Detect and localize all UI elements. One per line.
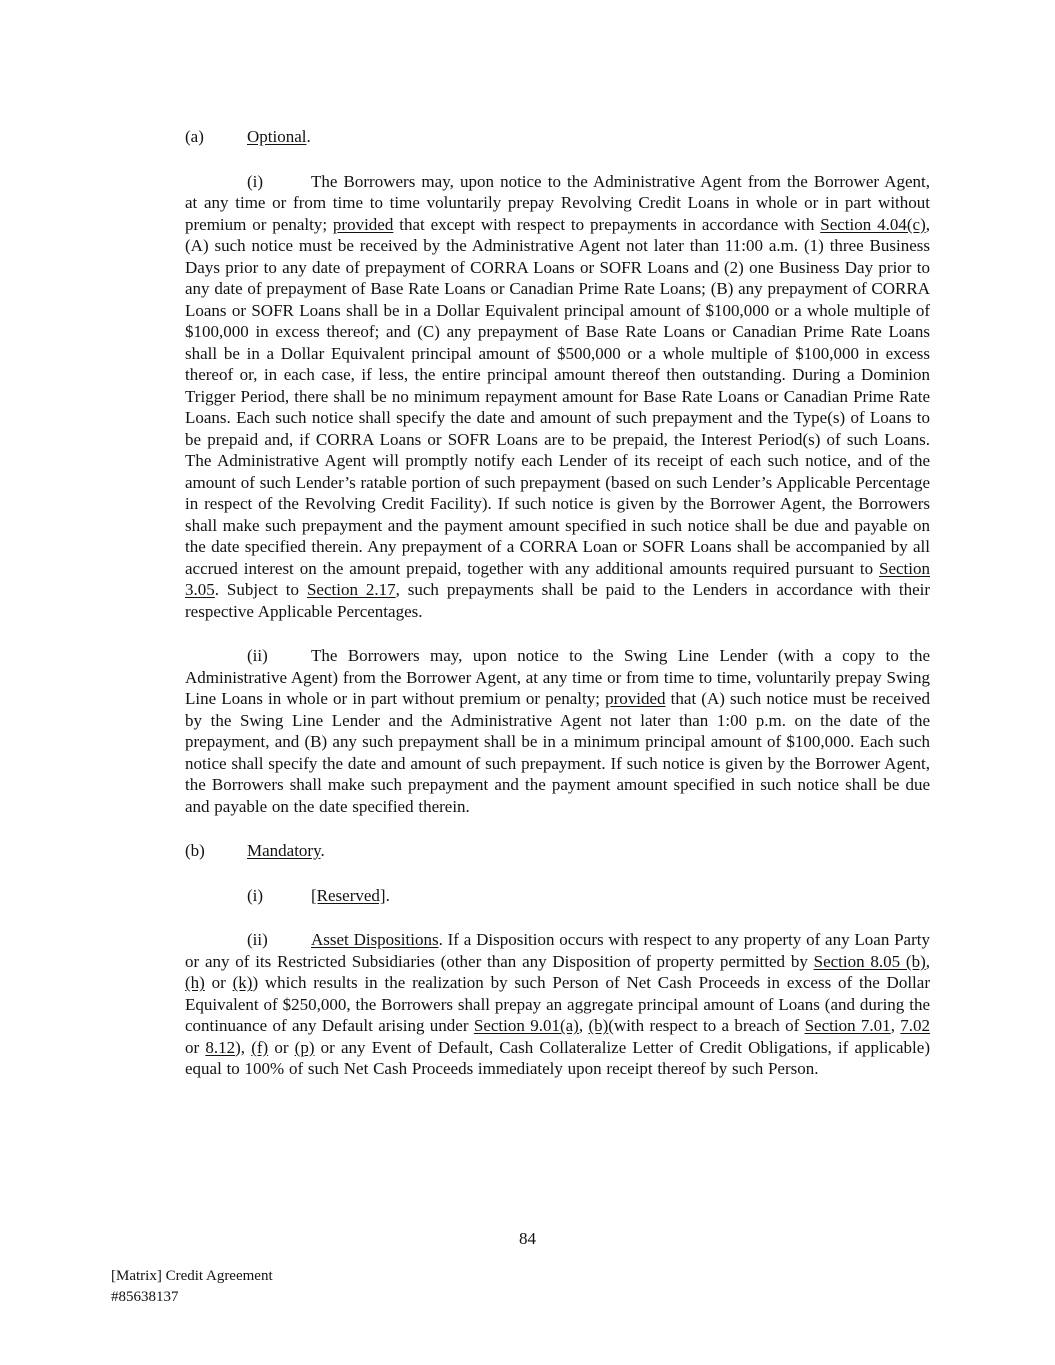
underlined-reference: (k) bbox=[232, 973, 253, 992]
underlined-reference: [Reserved] bbox=[311, 885, 386, 905]
paragraph-label: (ii) bbox=[247, 930, 268, 949]
paragraph-text: , bbox=[578, 1016, 589, 1035]
paragraph-text: ), bbox=[235, 1037, 252, 1057]
paragraph-text: , bbox=[890, 1016, 901, 1035]
clause-paragraph bbox=[185, 126, 930, 148]
underlined-reference: Optional bbox=[247, 127, 307, 146]
paragraph-text: (with respect to a breach of bbox=[608, 1016, 805, 1035]
paragraph-text: . bbox=[385, 885, 390, 905]
footer-document-id: #85638137 bbox=[111, 1289, 179, 1305]
underlined-reference: Mandatory bbox=[247, 841, 321, 860]
paragraph-text: ) which results in the realization by such Person of Net Cash Proceeds in excess of the Dollar Equivalent of $250,000, the Borrowers shall prepay an aggregate principal amount of Loans (and during the continuance of any Default arising under bbox=[185, 973, 930, 1035]
paragraph-text: . bbox=[306, 127, 311, 146]
underlined-reference: Section 8.05 (b) bbox=[813, 951, 926, 971]
underlined-reference: Section 7.01 bbox=[804, 1016, 891, 1035]
paragraph-text: or any Event of Default, Cash Collateralize Letter of Credit Obligations, if applicable) equal to 100% of such Net Cash Proceeds immediately upon receipt thereof by such Person. bbox=[185, 1037, 930, 1078]
footer-document-title: [Matrix] Credit Agreement bbox=[111, 1268, 273, 1284]
paragraph-text: . If a Disposition occurs with respect to any property of any Loan Party or any of its Restricted Subsidiaries (other than any Disposition of property permitted by bbox=[185, 930, 930, 971]
underlined-reference: 7.02 bbox=[900, 1016, 931, 1035]
page-number: 84 bbox=[519, 1229, 536, 1248]
paragraph-text: or bbox=[204, 973, 233, 992]
clause-paragraph bbox=[185, 840, 930, 862]
paragraph-text: . Subject to bbox=[214, 580, 307, 599]
paragraph-text: that (A) such notice must be received by the Swing Line Lender and the Administrative Agent not later than 1:00 p.m. on the date of the prepayment, and (B) any such prepayment shall be in a minimum principal amount of $100,000. Each such notice shall specify the date and amount of such prepayment. If such notice is given by the Borrower Agent, the Borrowers shall make such prepayment and the payment amount specified in such notice shall be due and payable on the date specified therein. bbox=[185, 689, 930, 816]
underlined-reference: (b) bbox=[588, 1016, 609, 1035]
subclause-paragraph bbox=[185, 645, 930, 817]
subclause-paragraph bbox=[185, 171, 930, 623]
paragraph-text: The Borrowers may, upon notice to the Administrative Agent from the Borrower Agent, at any time or from time to time voluntarily prepay Revolving Credit Loans in whole or in part without premium or penalty; bbox=[185, 171, 930, 234]
underlined-reference: Section 9.01(a) bbox=[473, 1016, 579, 1035]
paragraph-label: (i) bbox=[247, 171, 264, 191]
underlined-reference: 8.12 bbox=[205, 1037, 236, 1057]
underlined-reference: Section 4.04(c) bbox=[820, 214, 926, 234]
document-footer bbox=[111, 1266, 273, 1308]
paragraph-label: (b) bbox=[185, 841, 205, 860]
underlined-reference: provided bbox=[605, 689, 666, 708]
paragraph-text: The Borrowers may, upon notice to the Swing Line Lender (with a copy to the Administrative Agent) from the Borrower Agent, at any time or from time to time, voluntarily prepay Swing Line Loans in whole or in part without premium or penalty; bbox=[185, 646, 930, 708]
underlined-reference: Section 2.17 bbox=[306, 580, 396, 599]
paragraph-text: , such prepayments shall be paid to the Lenders in accordance with their respective Applicable Percentages. bbox=[185, 580, 930, 621]
paragraph-text: , (A) such notice must be received by the Administrative Agent not later than 11:00 a.m. (1) three Business Days prior to any date of prepayment of CORRA Loans or SOFR Loans and (2) one Business Day prior to any date of prepayment of Base Rate Loans or Canadian Prime Rate Loans; (B) any prepayment of CORRA Loans or SOFR Loans shall be in a Dollar Equivalent principal amount of $100,000 or a whole multiple of $100,000 in excess thereof; and (C) any prepayment of Base Rate Loans or Canadian Prime Rate Loans shall be in a Dollar Equivalent principal amount of $500,000 or a whole multiple of $100,000 in excess thereof or, in each case, if less, the entire principal amount thereof then outstanding. During a Dominion Trigger Period, there shall be no minimum repayment amount for Base Rate Loans or Canadian Prime Rate Loans. Each such notice shall specify the date and amount of such prepayment and the Type(s) of Loans to be prepaid and, if CORRA Loans or SOFR Loans are to be prepaid, the Interest Period(s) of such Loans. The Administrative Agent will promptly notify each Lender of its receipt of each such notice, and of the amount of such Lender’s ratable portion of such prepayment (based on such Lender’s Applicable Percentage in respect of the Revolving Credit Facility). If such notice is given by the Borrower Agent, the Borrowers shall make such prepayment and the payment amount specified in such notice shall be due and payable on the date specified therein. Any prepayment of a CORRA Loan or SOFR Loans shall be accompanied by all accrued interest on the amount prepaid, together with any additional amounts required pursuant to bbox=[185, 214, 930, 578]
underlined-reference: Asset Dispositions bbox=[311, 930, 439, 949]
subclause-paragraph bbox=[185, 885, 930, 907]
paragraph-label: (a) bbox=[185, 127, 204, 146]
paragraph-label: (ii) bbox=[247, 646, 268, 665]
paragraph-text: or bbox=[185, 1037, 206, 1057]
document-body bbox=[185, 126, 930, 1103]
paragraph-label: (i) bbox=[247, 885, 264, 905]
underlined-reference: (f) bbox=[251, 1037, 269, 1057]
paragraph-text: . bbox=[320, 841, 325, 860]
paragraph-text: , bbox=[925, 951, 930, 971]
underlined-reference: (p) bbox=[294, 1037, 315, 1057]
underlined-reference: (h) bbox=[185, 973, 205, 992]
underlined-reference: provided bbox=[332, 214, 394, 234]
underlined-reference: Section 3.05 bbox=[185, 558, 930, 599]
paragraph-text: or bbox=[268, 1037, 295, 1057]
paragraph-text: that except with respect to prepayments in accordance with bbox=[393, 214, 821, 234]
subclause-paragraph bbox=[185, 929, 930, 1080]
